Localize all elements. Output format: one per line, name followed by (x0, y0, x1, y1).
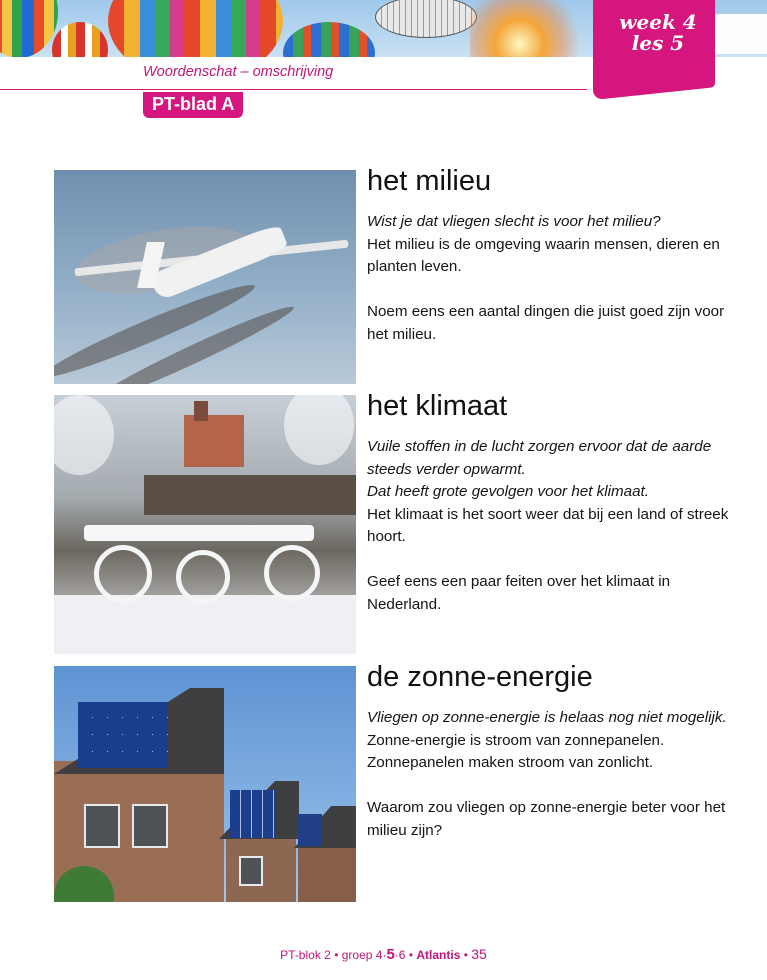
header-divider (0, 89, 587, 90)
week-label (606, 12, 710, 54)
definition-text: Het klimaat is het soort weer dat bij een land of streek hoort. (367, 505, 729, 545)
week-number: week 4 (619, 10, 697, 34)
rocket-image (470, 0, 580, 57)
italic-sentence: Wist je dat vliegen slecht is voor het milieu? (367, 213, 661, 230)
tower (194, 401, 208, 421)
section-title-klimaat: het klimaat (367, 390, 508, 422)
section-question-klimaat: Geef eens een paar feiten over het klimaat in Nederland. (367, 573, 671, 613)
worksheet-badge: PT-blad A (143, 92, 243, 118)
solar-houses-photo (54, 666, 356, 902)
footer-separator: • (334, 948, 339, 962)
definition-text: Het milieu is de omgeving waarin mensen, dieren en planten leven. (367, 235, 720, 275)
section-intro-zonne-energie (367, 707, 737, 775)
snowy-canal-photo (54, 395, 356, 654)
page-subtitle: Woordenschat – omschrijving (143, 64, 334, 80)
house (298, 841, 356, 902)
window (84, 804, 120, 848)
canal-water (144, 475, 356, 515)
footer-groep-end: 6 (398, 948, 406, 962)
bicycle-wheel (264, 545, 320, 601)
hot-air-balloon-image (108, 0, 283, 57)
page-footer (0, 946, 767, 963)
section-title-zonne-energie: de zonne-energie (367, 661, 593, 693)
window (132, 804, 168, 848)
italic-sentence: Vuile stoffen in de lucht zorgen ervoor dat de aarde steeds verder opwarmt. (367, 438, 712, 478)
footer-separator: • (408, 948, 414, 962)
section-question-milieu: Noem eens een aantal dingen die juist goed zijn voor het milieu. (367, 303, 725, 343)
footer-dot: · (394, 948, 399, 962)
footer-groep: groep 4 (341, 948, 383, 962)
solar-panel (230, 790, 276, 838)
zeppelin-image (375, 0, 477, 38)
window (239, 856, 263, 886)
airplane-photo (54, 170, 356, 384)
page-number: 35 (471, 946, 487, 962)
building (184, 415, 244, 467)
solar-panel (298, 814, 322, 846)
hot-air-balloon-image (283, 22, 375, 57)
hot-air-balloon-image (52, 22, 108, 57)
footer-method: Atlantis (416, 948, 461, 962)
snowy-tree (284, 395, 354, 465)
hot-air-balloon-image (0, 0, 58, 57)
bicycle-wheel (94, 545, 152, 603)
snowy-railing (84, 525, 314, 541)
bicycle-wheel (176, 550, 230, 604)
snowy-tree (54, 395, 114, 475)
italic-sentence: Dat heeft grote gevolgen voor het klimaat. (367, 483, 649, 500)
definition-text: Zonne-energie is stroom van zonnepanelen. Zonnepanelen maken stroom van zonlicht. (367, 731, 665, 771)
section-intro-klimaat (367, 436, 737, 549)
italic-sentence: Vliegen op zonne-energie is helaas nog niet mogelijk. (367, 709, 727, 726)
footer-separator: • (463, 948, 468, 962)
footer-dot: · (382, 948, 387, 962)
section-title-milieu: het milieu (367, 165, 492, 197)
lesson-number: les 5 (631, 31, 685, 55)
footer-blok: PT-blok 2 (280, 948, 331, 962)
section-intro-milieu (367, 211, 737, 279)
section-question-zonne-energie: Waarom zou vliegen op zonne-energie beter voor het milieu zijn? (367, 799, 726, 839)
solar-panel (78, 702, 168, 768)
footer-current-groep: 5 (386, 946, 395, 963)
